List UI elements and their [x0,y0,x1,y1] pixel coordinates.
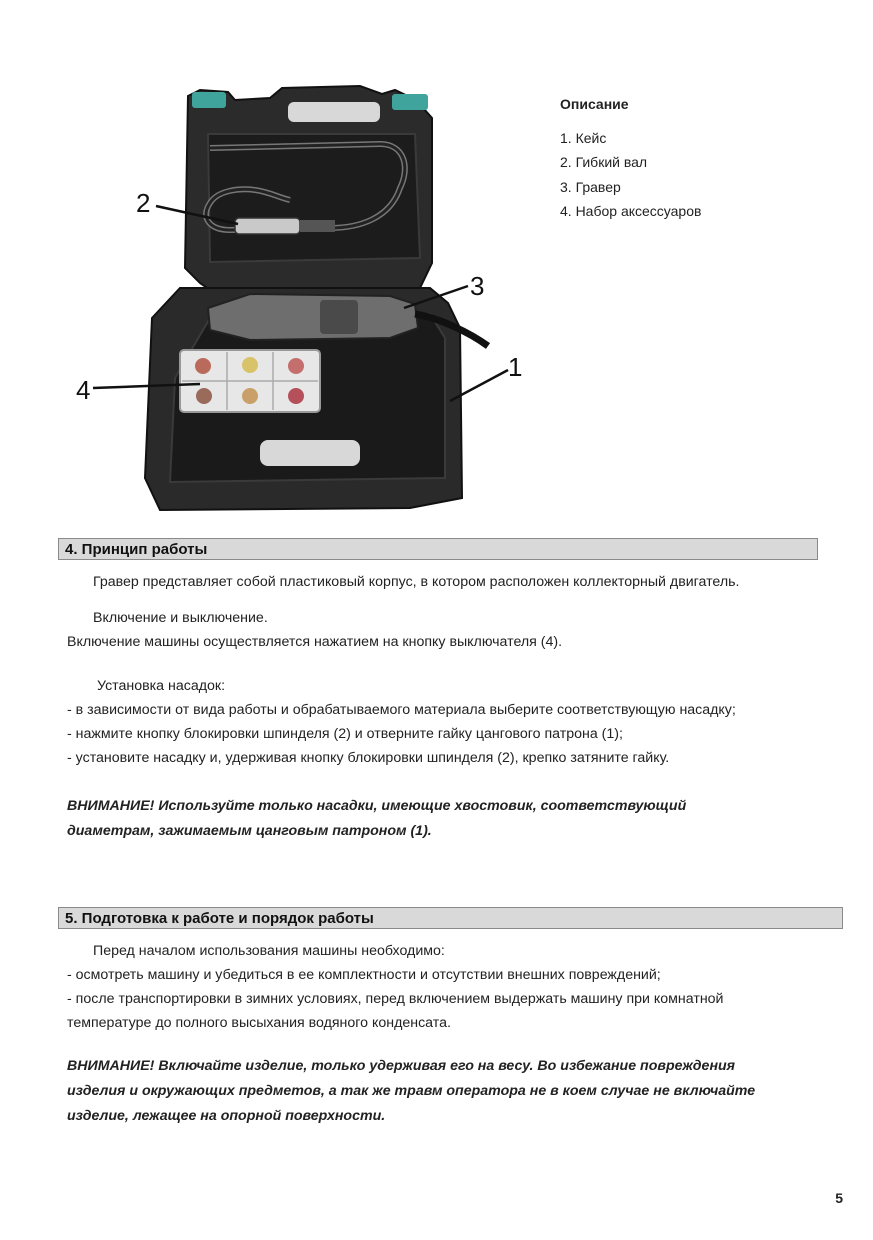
section-4-heading: 4. Принцип работы [58,538,818,560]
install-item: - нажмите кнопку блокировки шпинделя (2) и отверните гайку цангового патрона (1); [67,726,623,742]
section-4-body [67,570,739,770]
warning-line: ВНИМАНИЕ! Включайте изделие, только удерживая его на весу. Во избежание повреждения [67,1058,736,1074]
description-item: 1. Кейс [560,129,607,146]
warning-line: изделия и окружающих предметов, а так же травм оператора не в коем случае не включайте [67,1083,756,1099]
install-title: Установка насадок: [97,678,226,694]
description-item: 4. Набор аксессуаров [560,203,702,219]
section-5-heading: 5. Подготовка к работе и порядок работы [58,907,843,929]
description-item: 3. Гравер [560,178,621,195]
install-item: - в зависимости от вида работы и обрабатываемого материала выберите соответствующую насадку; [67,702,736,718]
section-4-warning [67,794,686,844]
prep-item: - осмотреть машину и убедиться в ее комплектности и отсутствии внешних повреждений; [67,967,661,983]
switch-title: Включение и выключение. [93,610,268,626]
section-5-body [67,939,723,1035]
section-5-intro: Перед началом использования машины необходимо: [93,943,445,959]
section-5-warning [67,1054,755,1129]
product-photo [60,78,530,518]
description-item: 2. Гибкий вал [560,154,648,170]
warning-line: диаметрам, зажимаемым цанговым патроном (1). [67,823,432,839]
warning-line: изделие, лежащее на опорной поверхности. [67,1108,386,1124]
case-illustration [60,78,530,518]
prep-item: - после транспортировки в зимних условиях, перед включением выдержать машину при комнатной [67,991,724,1007]
callout-1: 1 [508,352,523,382]
warning-line: ВНИМАНИЕ! Используйте только насадки, имеющие хвостовик, соответствующий [67,798,687,814]
switch-text: Включение машины осуществляется нажатием на кнопку выключателя (4). [67,634,563,650]
page-number: 5 [835,1190,843,1206]
callout-3: 3 [470,271,485,301]
callout-2: 2 [136,188,151,218]
section-4-intro: Гравер представляет собой пластиковый корпус, в котором расположен коллекторный двигатель. [93,574,740,590]
description-block [560,92,701,224]
install-item: - установите насадку и, удерживая кнопку блокировки шпинделя (2), крепко затяните гайку. [67,750,670,766]
prep-item: температуре до полного высыхания водяного конденсата. [67,1015,451,1031]
callout-4: 4 [76,375,91,405]
description-title: Описание [560,96,629,112]
